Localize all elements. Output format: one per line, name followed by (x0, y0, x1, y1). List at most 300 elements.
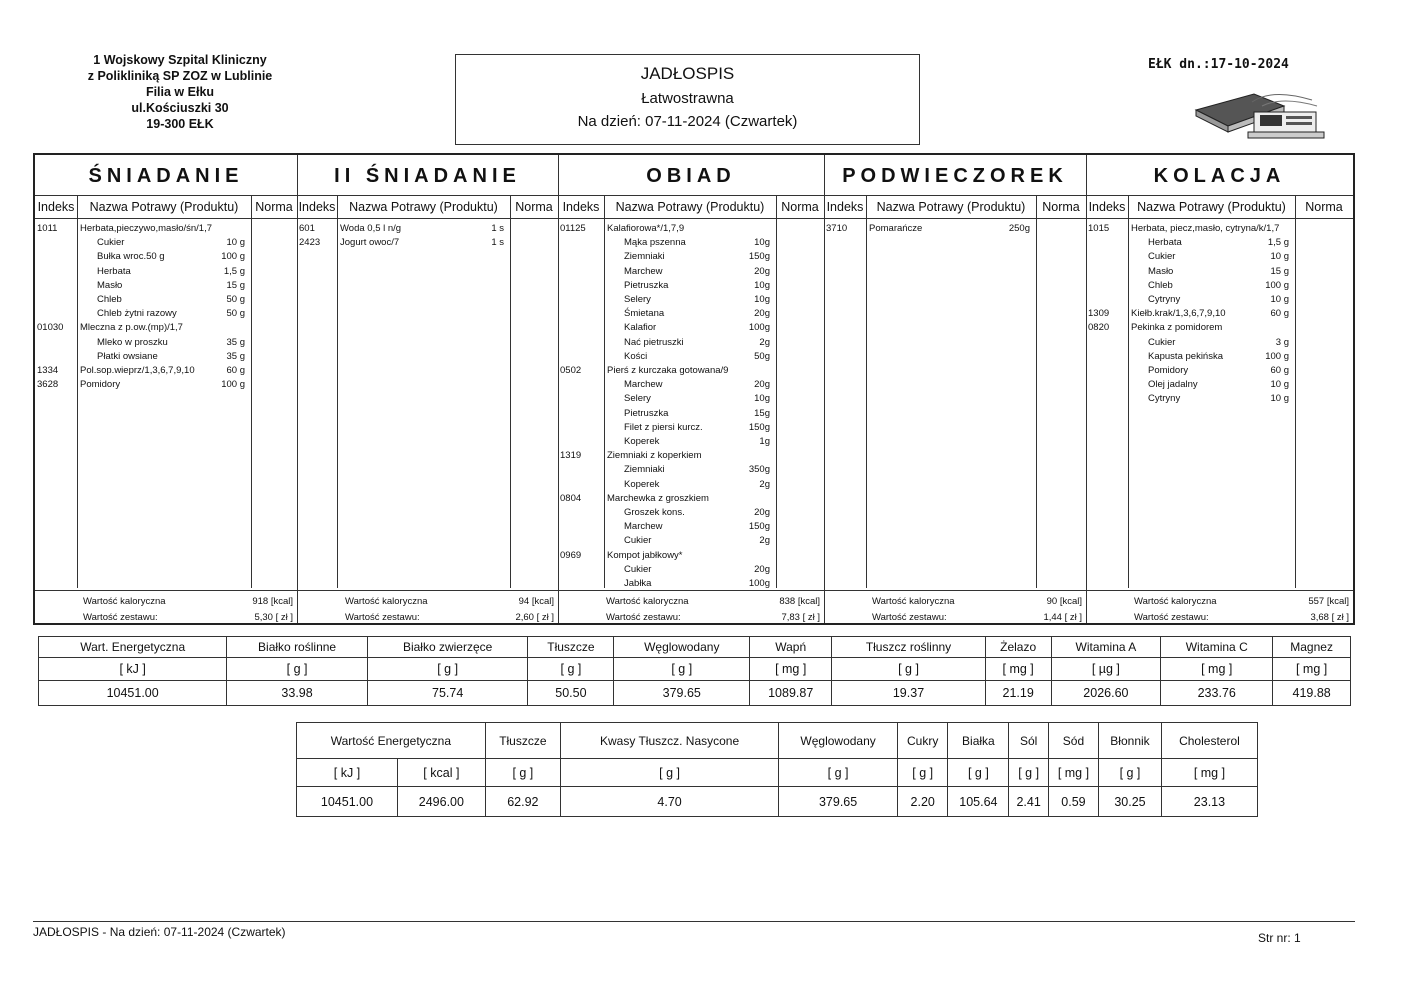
menu-item-index: 0502 (560, 365, 582, 376)
nutrition-value: 2496.00 (397, 787, 485, 817)
nutrition-value: 4.70 (560, 787, 778, 817)
summary-value: 2,60 [ zł ] (515, 612, 554, 623)
menu-item-norm: 10g (754, 393, 770, 405)
nutrition-header: Węglowodany (779, 723, 898, 759)
summary-value: 7,83 [ zł ] (781, 612, 820, 623)
menu-item (558, 478, 824, 492)
menu-item (35, 293, 297, 307)
column-header-index: Indeks (824, 195, 866, 219)
menu-item-norm: 35 g (226, 336, 245, 348)
nutrition-value: 19.37 (832, 681, 986, 706)
menu-item-norm: 100 g (221, 251, 245, 263)
menu-item-norm: 10g (754, 279, 770, 291)
menu-item-norm: 20g (754, 563, 770, 575)
meal-kcal-summary (558, 595, 824, 609)
menu-item-name: Selery (624, 294, 651, 305)
menu-item (558, 336, 824, 350)
menu-item-norm: 20g (754, 265, 770, 277)
menu-item-name: Cukier (624, 563, 652, 575)
menu-item-norm: 10 g (1270, 393, 1289, 405)
menu-item-norm: 10 g (1270, 251, 1289, 263)
menu-item-name: Herbata (1148, 237, 1182, 249)
menu-item-norm: 10g (754, 294, 770, 305)
column-header-name: Nazwa Potrawy (Produktu) (337, 195, 510, 219)
nutrition-unit: [ mg ] (1161, 759, 1257, 787)
menu-item-norm: 2g (759, 336, 770, 348)
menu-item-norm: 10g (754, 237, 770, 249)
nutrition-value: 10451.00 (39, 681, 227, 706)
menu-item (558, 577, 824, 591)
menu-item-norm: 1,5 g (223, 265, 245, 277)
hospital-line: Filia w Ełku (145, 85, 215, 99)
menu-item (35, 279, 297, 293)
nutrition-header: Tłuszcze (528, 637, 614, 658)
menu-item-name: Kalafior (624, 322, 657, 334)
nutrition-value: 75.74 (367, 681, 528, 706)
nutrition-header: Wartość Energetyczna (297, 723, 486, 759)
menu-item-name: Pomidory (80, 379, 121, 391)
nutrition-unit: [ kJ ] (39, 658, 227, 681)
column-header-name: Nazwa Potrawy (Produktu) (866, 195, 1036, 219)
menu-item (1086, 236, 1353, 250)
menu-item-name: Koperek (624, 478, 660, 490)
nutrition-unit: [ g ] (227, 658, 368, 681)
menu-item-norm: 50g (754, 350, 770, 362)
nutrition-label-table (296, 722, 1258, 817)
nutrition-header: Tłuszcz roślinny (832, 637, 986, 658)
menu-item-name: Herbata, piecz,masło, cytryna/k/1,7 (1131, 223, 1280, 234)
column-header-norm: Norma (251, 195, 297, 219)
menu-item-name: Marchew (624, 379, 663, 391)
nutrition-value: 419.88 (1273, 681, 1351, 706)
menu-item (297, 222, 558, 236)
menu-item-norm: 100g (748, 322, 770, 334)
menu-item-name: Pomidory (1148, 365, 1189, 376)
menu-item (558, 350, 824, 364)
nutrition-header: Sód (1048, 723, 1098, 759)
menu-item-name: Mleczna z p.ow.(mp)/1,7 (80, 322, 183, 334)
meal-kcal-summary (824, 595, 1086, 609)
menu-item-name: Płatki owsiane (97, 350, 158, 362)
nutrition-value: 2.41 (1009, 787, 1048, 817)
nutrition-header: Białka (948, 723, 1009, 759)
meal-cost-summary (558, 611, 824, 625)
menu-item-index: 1319 (560, 450, 582, 462)
hospital-line: z Polikliniką SP ZOZ w Lublinie (87, 69, 273, 83)
book-computer-icon (1192, 88, 1332, 140)
nutrition-header: Cukry (898, 723, 948, 759)
menu-item (35, 222, 297, 236)
nutrition-unit: [ g ] (614, 658, 750, 681)
summary-label: Wartość zestawu: (606, 612, 681, 623)
menu-item-norm: 20g (754, 379, 770, 391)
nutrition-header: Żelazo (985, 637, 1051, 658)
nutrition-unit: [ g ] (528, 658, 614, 681)
title-box (455, 54, 920, 145)
nutrition-unit: [ mg ] (750, 658, 832, 681)
menu-item-name: Herbata,pieczywo,masło/śn/1,7 (80, 223, 213, 234)
nutrition-value: 379.65 (614, 681, 750, 706)
summary-label: Wartość kaloryczna (1134, 596, 1217, 607)
meal-title: II ŚNIADANIE (297, 155, 558, 196)
menu-item-index: 1334 (37, 365, 59, 376)
summary-divider (297, 590, 558, 591)
summary-value: 94 [kcal] (518, 596, 554, 607)
menu-item-index: 01125 (560, 223, 586, 234)
column-header-norm: Norma (1295, 195, 1353, 219)
menu-item-norm: 1 s (491, 223, 504, 234)
menu-item (35, 321, 297, 335)
menu-item (35, 364, 297, 378)
menu-item (1086, 250, 1353, 264)
menu-item-norm: 60 g (1270, 365, 1289, 376)
column-header-index: Indeks (1086, 195, 1128, 219)
menu-item-norm: 35 g (226, 350, 245, 362)
column-header-norm: Norma (1036, 195, 1086, 219)
nutrition-header: Magnez (1273, 637, 1351, 658)
column-divider (1036, 195, 1037, 588)
menu-item-name: Kapusta pekińska (1148, 350, 1223, 362)
summary-label: Wartość zestawu: (872, 612, 947, 623)
nutrition-unit: [ mg ] (985, 658, 1051, 681)
menu-item-name: Ziemniaki (624, 464, 665, 476)
summary-divider (35, 590, 297, 591)
meal-kcal-summary (1086, 595, 1353, 609)
meals-table (33, 153, 1355, 625)
column-header-index: Indeks (297, 195, 337, 219)
nutrition-value: 23.13 (1161, 787, 1257, 817)
menu-item-name: Cukier (624, 535, 652, 547)
menu-item-norm: 1,5 g (1267, 237, 1289, 249)
nutrition-header: Kwasy Tłuszcz. Nasycone (560, 723, 778, 759)
menu-item (35, 336, 297, 350)
menu-item-name: Woda 0,5 l n/g (340, 223, 402, 234)
document-title: JADŁOSPIS (640, 64, 735, 83)
menu-item (558, 307, 824, 321)
column-header-norm: Norma (776, 195, 824, 219)
nutrition-unit: [ g ] (779, 759, 898, 787)
column-header-index: Indeks (35, 195, 77, 219)
menu-item-name: Kalafiorowa*/1,7,9 (607, 223, 685, 234)
menu-item (558, 378, 824, 392)
menu-item-index: 0820 (1088, 322, 1110, 334)
hospital-address (70, 52, 290, 132)
menu-item-norm: 3 g (1275, 336, 1289, 348)
nutrition-unit: [ g ] (832, 658, 986, 681)
meal-kcal-summary (35, 595, 297, 609)
meal-4 (1086, 155, 1353, 623)
menu-item-norm: 150g (748, 521, 770, 533)
menu-item (558, 506, 824, 520)
menu-item-norm: 20g (754, 308, 770, 320)
page-number: Str nr: 1 (1258, 931, 1301, 945)
menu-item-name: Jogurt owoc/7 (340, 237, 400, 249)
menu-item (1086, 392, 1353, 406)
menu-item-norm: 15g (754, 407, 770, 419)
nutrition-header: Węglowodany (614, 637, 750, 658)
menu-item-norm: 150g (748, 251, 770, 263)
nutrition-unit: [ g ] (1009, 759, 1048, 787)
menu-item-name: Pietruszka (624, 407, 669, 419)
nutrition-unit: [ g ] (367, 658, 528, 681)
menu-item-name: Cytryny (1148, 393, 1181, 405)
menu-item (35, 250, 297, 264)
nutrition-header: Cholesterol (1161, 723, 1257, 759)
nutrition-header: Białko roślinne (227, 637, 368, 658)
meal-cost-summary (297, 611, 558, 625)
diet-name: Łatwostrawna (641, 90, 734, 107)
menu-item-index: 0804 (560, 492, 582, 504)
nutrition-value: 379.65 (779, 787, 898, 817)
menu-item-name: Ziemniaki (624, 251, 665, 263)
menu-item-norm: 100 g (1265, 279, 1289, 291)
menu-item-name: Koperek (624, 436, 660, 447)
menu-item-norm: 10 g (1270, 379, 1289, 391)
meal-cost-summary (824, 611, 1086, 625)
column-header-norm: Norma (510, 195, 558, 219)
summary-value: 557 [kcal] (1308, 596, 1349, 607)
menu-item-norm: 100 g (221, 379, 245, 391)
issue-date-stamp: EŁK dn.:17-10-2024 (1148, 57, 1289, 72)
column-header-name: Nazwa Potrawy (Produktu) (604, 195, 776, 219)
summary-label: Wartość zestawu: (345, 612, 420, 623)
summary-divider (1086, 590, 1353, 591)
menu-item-index: 1011 (37, 223, 58, 234)
nutrition-unit: [ g ] (898, 759, 948, 787)
menu-item (558, 279, 824, 293)
menu-item (558, 321, 824, 335)
meal-cost-summary (1086, 611, 1353, 625)
menu-item-norm: 100 g (1265, 350, 1289, 362)
nutrition-value: 50.50 (528, 681, 614, 706)
menu-item (1086, 279, 1353, 293)
summary-value: 5,30 [ zł ] (254, 612, 293, 623)
menu-item (1086, 293, 1353, 307)
hospital-line: 1 Wojskowy Szpital Kliniczny (93, 53, 267, 67)
menu-item-name: Nać pietruszki (624, 336, 684, 348)
menu-item-norm: 10 g (1270, 294, 1289, 305)
menu-item-name: Pomarańcze (869, 223, 923, 234)
nutrition-value: 2.20 (898, 787, 948, 817)
menu-item-name: Mleko w proszku (97, 336, 168, 348)
nutrition-value: 33.98 (227, 681, 368, 706)
menu-item-name: Herbata (97, 265, 131, 277)
nutrition-unit: [ µg ] (1051, 658, 1161, 681)
menu-item (558, 392, 824, 406)
menu-item-norm: 2g (759, 535, 770, 547)
meal-kcal-summary (297, 595, 558, 609)
nutrition-unit: [ mg ] (1048, 759, 1098, 787)
column-divider (510, 195, 511, 588)
summary-label: Wartość zestawu: (83, 612, 158, 623)
menu-item (558, 463, 824, 477)
menu-item-name: Chleb (1148, 279, 1173, 291)
menu-item-name: Pierś z kurczaka gotowana/9 (607, 365, 729, 376)
meal-title: PODWIECZOREK (824, 155, 1086, 196)
menu-item-index: 1015 (1088, 223, 1110, 234)
menu-item-name: Cytryny (1148, 294, 1181, 305)
menu-item-norm: 100g (748, 578, 770, 589)
summary-divider (824, 590, 1086, 591)
menu-item-name: Pietruszka (624, 279, 669, 291)
menu-item-name: Marchew (624, 521, 663, 533)
menu-item (558, 364, 824, 378)
menu-item-norm: 250g (1008, 223, 1030, 234)
hospital-line: ul.Kościuszki 30 (131, 101, 229, 115)
summary-value: 3,68 [ zł ] (1310, 612, 1349, 623)
footer-title: JADŁOSPIS - Na dzień: 07-11-2024 (Czwartek) (33, 925, 286, 939)
menu-item-name: Bułka wroc.50 g (97, 251, 165, 263)
menu-item (1086, 265, 1353, 279)
nutrition-value: 0.59 (1048, 787, 1098, 817)
menu-item-name: Groszek kons. (624, 507, 685, 518)
nutrition-header: Wart. Energetyczna (39, 637, 227, 658)
menu-item (558, 563, 824, 577)
menu-item-norm: 50 g (226, 308, 245, 320)
menu-item-name: Chleb (97, 294, 122, 305)
meal-title: ŚNIADANIE (35, 155, 297, 196)
menu-item-index: 601 (299, 223, 315, 234)
menu-item-norm: 150g (748, 421, 770, 433)
summary-label: Wartość kaloryczna (606, 596, 689, 607)
menu-item-norm: 1g (759, 436, 770, 447)
menu-item (558, 236, 824, 250)
column-header-name: Nazwa Potrawy (Produktu) (1128, 195, 1295, 219)
summary-value: 1,44 [ zł ] (1043, 612, 1082, 623)
menu-item-name: Ziemniaki z koperkiem (607, 450, 702, 462)
menu-item (558, 549, 824, 563)
menu-item-norm: 60 g (1270, 308, 1289, 320)
nutrition-value: 21.19 (985, 681, 1051, 706)
menu-item-norm: 15 g (1270, 265, 1289, 277)
summary-label: Wartość kaloryczna (345, 596, 428, 607)
nutrition-header: Witamina A (1051, 637, 1161, 658)
menu-item-index: 3628 (37, 379, 59, 391)
menu-item-name: Cukier (1148, 251, 1176, 263)
summary-value: 918 [kcal] (252, 596, 293, 607)
menu-item-name: Cukier (1148, 336, 1176, 348)
menu-item (1086, 364, 1353, 378)
summary-label: Wartość kaloryczna (83, 596, 166, 607)
menu-item (558, 435, 824, 449)
menu-item-norm: 15 g (226, 279, 245, 291)
menu-item-index: 01030 (37, 322, 64, 334)
nutrition-unit: [ kJ ] (297, 759, 398, 787)
menu-item-name: Olej jadalny (1148, 379, 1198, 391)
menu-item (558, 534, 824, 548)
menu-item-name: Masło (1148, 265, 1174, 277)
nutrition-header: Białko zwierzęce (367, 637, 528, 658)
nutrition-unit: [ g ] (948, 759, 1009, 787)
menu-item (1086, 378, 1353, 392)
menu-item (35, 350, 297, 364)
column-divider (866, 195, 867, 588)
summary-label: Wartość kaloryczna (872, 596, 955, 607)
menu-item-name: Kiełb.krak/1,3,6,7,9,10 (1131, 308, 1226, 320)
summary-value: 838 [kcal] (779, 596, 820, 607)
column-divider (337, 195, 338, 588)
menu-item-name: Kompot jabłkowy* (607, 549, 683, 561)
menu-item-index: 0969 (560, 549, 582, 561)
nutrition-header: Tłuszcze (485, 723, 560, 759)
menu-date: Na dzień: 07-11-2024 (Czwartek) (577, 113, 798, 130)
meal-3 (824, 155, 1086, 623)
menu-item-norm: 1 s (491, 237, 504, 249)
menu-item (558, 293, 824, 307)
menu-item (1086, 222, 1353, 236)
nutrition-value: 2026.60 (1051, 681, 1161, 706)
menu-item-name: Cukier (97, 237, 125, 249)
summary-label: Wartość zestawu: (1134, 612, 1209, 623)
menu-item (35, 378, 297, 392)
menu-item-index: 1309 (1088, 308, 1110, 320)
meal-title: KOLACJA (1086, 155, 1353, 196)
nutrition-value: 1089.87 (750, 681, 832, 706)
nutrition-value: 30.25 (1099, 787, 1162, 817)
nutrition-header: Wapń (750, 637, 832, 658)
menu-item-name: Śmietana (624, 308, 665, 320)
menu-item-name: Chleb żytni razowy (97, 308, 177, 320)
menu-item-index: 2423 (299, 237, 321, 249)
summary-divider (558, 590, 824, 591)
menu-item (558, 222, 824, 236)
menu-item (558, 520, 824, 534)
nutrition-value: 105.64 (948, 787, 1009, 817)
menu-item-name: Selery (624, 393, 651, 405)
nutrition-unit: [ mg ] (1161, 658, 1273, 681)
menu-item-name: Masło (97, 279, 123, 291)
menu-item-name: Filet z piersi kurcz. (624, 421, 703, 433)
menu-item-name: Pekinka z pomidorem (1131, 322, 1223, 334)
menu-item (1086, 321, 1353, 335)
nutrition-value: 233.76 (1161, 681, 1273, 706)
meal-2 (558, 155, 824, 623)
menu-item (297, 236, 558, 250)
meal-0 (35, 155, 297, 623)
nutrition-unit: [ g ] (560, 759, 778, 787)
menu-item (558, 250, 824, 264)
nutrition-unit: [ g ] (485, 759, 560, 787)
nutrition-summary-table (38, 636, 1351, 706)
menu-item-name: Jabłka (624, 578, 652, 589)
nutrition-unit: [ mg ] (1273, 658, 1351, 681)
menu-item (824, 222, 1086, 236)
menu-item-name: Marchewka z groszkiem (607, 492, 709, 504)
nutrition-value: 62.92 (485, 787, 560, 817)
column-header-name: Nazwa Potrawy (Produktu) (77, 195, 251, 219)
nutrition-unit: [ kcal ] (397, 759, 485, 787)
menu-item (35, 265, 297, 279)
menu-item-name: Mąka pszenna (624, 237, 686, 249)
nutrition-header: Błonnik (1099, 723, 1162, 759)
menu-item (35, 307, 297, 321)
menu-item (558, 492, 824, 506)
menu-item-name: Pol.sop.wieprz/1,3,6,7,9,10 (80, 365, 195, 376)
menu-item-index: 3710 (826, 223, 848, 234)
footer-divider (33, 921, 1355, 922)
menu-item (558, 421, 824, 435)
meal-cost-summary (35, 611, 297, 625)
nutrition-value: 10451.00 (297, 787, 398, 817)
meal-1 (297, 155, 558, 623)
menu-item-norm: 20g (754, 507, 770, 518)
meal-title: OBIAD (558, 155, 824, 196)
menu-item (1086, 336, 1353, 350)
menu-item-norm: 10 g (226, 237, 245, 249)
menu-item-norm: 2g (759, 478, 770, 490)
menu-item-norm: 60 g (226, 365, 245, 376)
menu-item-norm: 350g (748, 464, 770, 476)
